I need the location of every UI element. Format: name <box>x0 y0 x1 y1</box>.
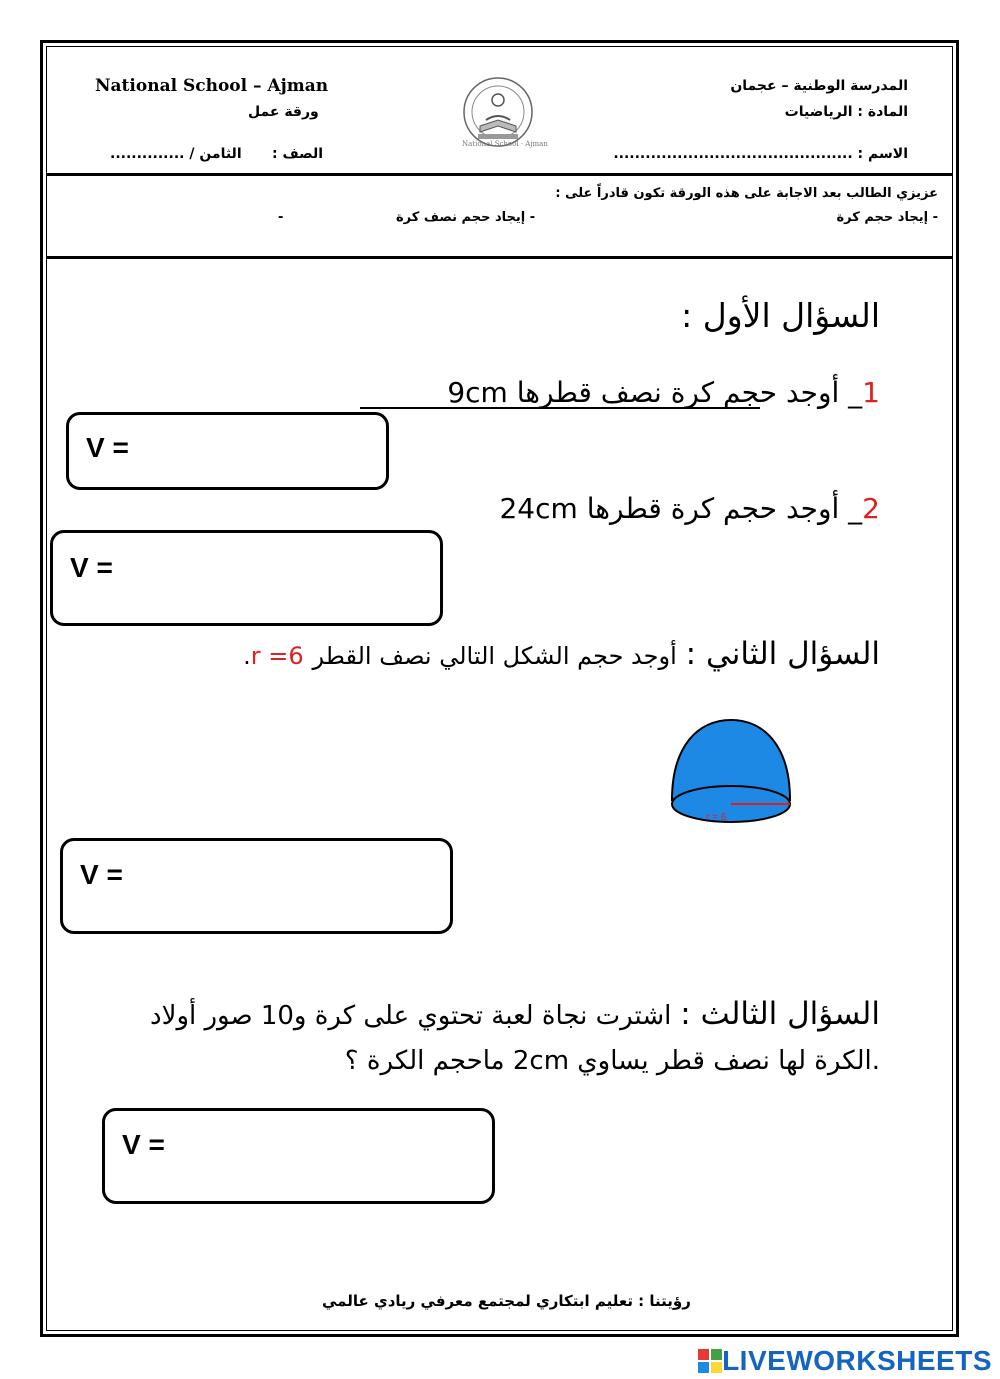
question-3-text: اشترت نجاة لعبة تحتوي على كرة و10 صور أولاد <box>150 1001 672 1031</box>
question-1a-number: 1 <box>862 376 880 409</box>
answer-label: V = <box>70 552 113 583</box>
question-1-title: السؤال الأول : <box>681 296 880 335</box>
school-name-ar: المدرسة الوطنية – عجمان <box>730 78 908 94</box>
question-1a-text: _ أوجد حجم كرة نصف قطرها 9cm <box>447 376 863 409</box>
grade-value[interactable]: الثامن / .............. <box>110 146 242 162</box>
footer-vision: رؤيتنا : تعليم ابتكاري لمجتمع معرفي ريادي عالمي <box>322 1292 691 1310</box>
student-name-field[interactable]: الاسم : ............................................. <box>613 146 908 162</box>
answer-label: V = <box>86 432 129 463</box>
answer-label: V = <box>122 1129 165 1160</box>
brand-name: LIVEWORKSHEETS <box>722 1345 992 1376</box>
objectives-divider <box>46 256 953 259</box>
underline <box>360 407 760 409</box>
logo-caption: National School · Ajman <box>462 140 548 148</box>
question-3-title: السؤال الثالث : <box>680 996 880 1032</box>
question-1b <box>499 492 880 525</box>
subject-label: المادة : الرياضيات <box>784 104 908 120</box>
answer-label: V = <box>80 859 123 890</box>
question-1a <box>447 376 880 409</box>
question-2-title: السؤال الثاني : <box>685 636 880 672</box>
question-3-line1 <box>150 996 880 1032</box>
liveworksheets-icon <box>698 1349 722 1373</box>
radius-value: r =6 <box>250 642 304 670</box>
question-2-text: أوجد حجم الشكل التالي نصف القطر <box>312 642 677 670</box>
question-1b-text: _ أوجد حجم كرة قطرها 24cm <box>499 492 863 525</box>
objective-item: - إيجاد حجم كرة <box>836 210 938 225</box>
objective-item: - إيجاد حجم نصف كرة <box>396 210 536 225</box>
hemisphere-figure <box>668 716 794 828</box>
figure-radius-label: r = 6 <box>706 812 727 823</box>
header-divider <box>46 173 953 176</box>
school-name-en: National School – Ajman <box>95 76 329 96</box>
question-1b-number: 2 <box>862 492 880 525</box>
brand-logo[interactable] <box>698 1345 992 1377</box>
objective-item: - <box>278 210 284 225</box>
question-2-period: . <box>243 642 251 670</box>
grade-label: الصف : <box>272 146 323 162</box>
objectives-intro: عزيزي الطالب بعد الاجابة على هذه الورقة تكون قادراً على : <box>555 186 938 201</box>
question-2 <box>243 636 880 672</box>
question-3-line2: .الكرة لها نصف قطر يساوي 2cm ماحجم الكرة ؟ <box>344 1046 880 1076</box>
worksheet-title: ورقة عمل <box>248 104 319 120</box>
